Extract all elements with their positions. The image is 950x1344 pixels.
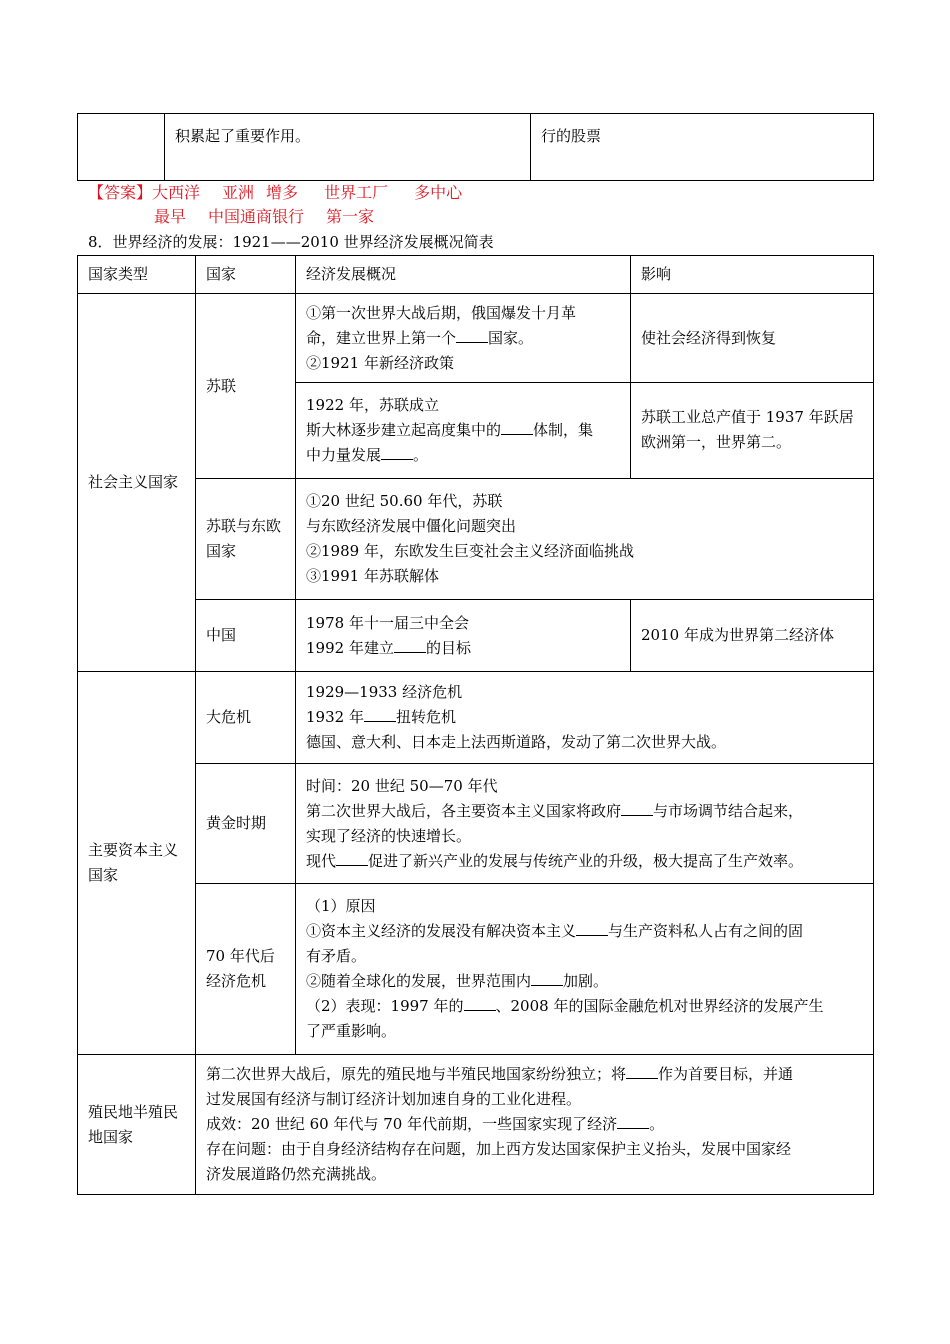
economy-overview-table bbox=[77, 255, 874, 1195]
text-line: 德国、意大利、日本走上法西斯道路，发动了第二次世界大战。 bbox=[306, 733, 727, 751]
text-line: 实现了经济的快速增长。 bbox=[306, 826, 472, 845]
top-table-cell-right: 行的股票 bbox=[531, 114, 874, 181]
text-fragment: 第二次世界大战后，各主要资本主义国家将政府 bbox=[306, 801, 622, 820]
top-table-cell-mid: 积累起了重要作用。 bbox=[165, 114, 531, 181]
text-fragment: 体制，集 bbox=[533, 421, 594, 439]
text-line bbox=[306, 443, 620, 468]
text-fragment: ①资本主义经济的发展没有解决资本主义 bbox=[306, 922, 577, 940]
type-cell-colonial: 殖民地半殖民地国家 bbox=[78, 1055, 196, 1195]
text-line bbox=[306, 799, 863, 824]
text-line bbox=[306, 636, 620, 661]
text-line: ②1989 年，东欧发生巨变社会主义经济面临挑战 bbox=[306, 542, 634, 560]
table-row bbox=[78, 672, 874, 764]
header-cell: 影响 bbox=[631, 256, 874, 294]
text-line: 1922 年，苏联成立 bbox=[306, 396, 439, 414]
fill-blank bbox=[501, 420, 533, 435]
text-fragment: 的目标 bbox=[425, 638, 471, 657]
answer-item: 第一家 bbox=[326, 207, 375, 226]
text-line: 与东欧经济发展中僵化问题突出 bbox=[306, 517, 517, 535]
text-fragment: 1932 年 bbox=[306, 708, 364, 726]
text-fragment: 国家。 bbox=[488, 328, 534, 347]
overview-cell bbox=[296, 884, 874, 1055]
text-fragment: 促进了新兴产业的发展与传统产业的升级，极大提高了生产效率。 bbox=[368, 851, 804, 870]
text-fragment: 第二次世界大战后，原先的殖民地与半殖民地国家纷纷独立；将 bbox=[206, 1065, 627, 1083]
header-cell: 国家类型 bbox=[78, 256, 196, 294]
overview-cell bbox=[296, 294, 631, 383]
text-line: 1929—1933 经济危机 bbox=[306, 683, 463, 701]
effect-cell: 2010 年成为世界第二经济体 bbox=[631, 600, 874, 672]
fill-blank bbox=[464, 996, 496, 1011]
period-cell-golden: 黄金时期 bbox=[196, 764, 296, 884]
text-fragment: 加剧。 bbox=[563, 972, 609, 990]
answer-item: 最早 bbox=[154, 207, 187, 226]
text-fragment: 与市场调节结合起来， bbox=[653, 801, 804, 820]
answer-label: 【答案】 bbox=[88, 183, 153, 202]
type-cell-socialist: 社会主义国家 bbox=[78, 294, 196, 672]
text-fragment: 扭转危机 bbox=[395, 708, 456, 726]
text-line: 过发展国有经济与制订经济计划加速自身的工业化进程。 bbox=[206, 1090, 582, 1108]
table-row bbox=[78, 884, 874, 1055]
text-fragment: ②随着全球化的发展，世界范围内 bbox=[306, 972, 532, 990]
text-line bbox=[306, 969, 863, 994]
fill-blank bbox=[617, 1114, 649, 1129]
top-table-cell-empty bbox=[78, 114, 165, 181]
text-fragment: 。 bbox=[649, 1115, 665, 1133]
text-fragment: 成效：20 世纪 60 年代与 70 年代前期，一些国家实现了经济 bbox=[206, 1115, 618, 1133]
overview-cell bbox=[196, 1055, 874, 1195]
top-table-fragment bbox=[77, 113, 874, 181]
answer-item: 亚洲 bbox=[222, 183, 255, 202]
answer-item: 多中心 bbox=[414, 183, 463, 202]
table-row bbox=[78, 764, 874, 884]
country-cell-china: 中国 bbox=[196, 600, 296, 672]
fill-blank bbox=[456, 328, 488, 343]
text-fragment: 、2008 年的国际金融危机对世界经济的发展产生 bbox=[495, 997, 824, 1015]
text-line: 存在问题：由于自身经济结构存在问题，加上西方发达国家保护主义抬头，发展中国家经 bbox=[206, 1140, 792, 1158]
overview-cell bbox=[296, 600, 631, 672]
text-line: 1978 年十一届三中全会 bbox=[306, 613, 469, 632]
table-row bbox=[78, 1055, 874, 1195]
effect-cell: 使社会经济得到恢复 bbox=[631, 294, 874, 383]
text-line: 济发展道路仍然充满挑战。 bbox=[206, 1165, 387, 1183]
period-cell-seventies: 70 年代后经济危机 bbox=[196, 884, 296, 1055]
text-line: （1）原因 bbox=[306, 897, 376, 915]
answer-row-1 bbox=[88, 181, 462, 205]
period-cell-crisis: 大危机 bbox=[196, 672, 296, 764]
country-cell-ussr-east-europe: 苏联与东欧国家 bbox=[196, 479, 296, 600]
overview-cell bbox=[296, 672, 874, 764]
fill-blank bbox=[621, 801, 653, 816]
text-line: ①20 世纪 50.60 年代，苏联 bbox=[306, 492, 503, 510]
text-line: 有矛盾。 bbox=[306, 947, 367, 965]
text-line bbox=[206, 1062, 863, 1087]
answer-item: 大西洋 bbox=[152, 183, 201, 202]
text-line bbox=[306, 705, 863, 730]
table-header-row bbox=[78, 256, 874, 294]
text-fragment: 作为首要目标，并通 bbox=[658, 1065, 794, 1083]
text-fragment: 。 bbox=[413, 446, 429, 464]
section-heading: 8．世界经济的发展：1921——2010 世界经济发展概况简表 bbox=[88, 233, 494, 251]
header-cell: 国家 bbox=[196, 256, 296, 294]
overview-cell bbox=[296, 383, 631, 479]
text-line bbox=[306, 418, 620, 443]
fill-blank bbox=[576, 921, 608, 936]
fill-blank bbox=[531, 971, 563, 986]
answer-block bbox=[88, 181, 463, 226]
text-line: 时间：20 世纪 50—70 年代 bbox=[306, 776, 498, 795]
text-fragment: 1992 年建立 bbox=[306, 638, 394, 657]
fill-blank bbox=[394, 638, 426, 653]
answer-row-2 bbox=[154, 205, 374, 229]
table-row bbox=[78, 479, 874, 600]
text-line bbox=[206, 1112, 863, 1137]
text-fragment: （2）表现：1997 年的 bbox=[306, 997, 464, 1015]
text-line: ①第一次世界大战后期，俄国爆发十月革 bbox=[306, 303, 577, 322]
text-line: ③1991 年苏联解体 bbox=[306, 567, 439, 585]
fill-blank bbox=[381, 445, 413, 460]
effect-cell: 苏联工业总产值于 1937 年跃居欧洲第一，世界第二。 bbox=[631, 383, 874, 479]
text-fragment: 中力量发展 bbox=[306, 446, 382, 464]
table-row bbox=[78, 600, 874, 672]
text-line: 了严重影响。 bbox=[306, 1022, 397, 1040]
overview-cell bbox=[296, 764, 874, 884]
overview-cell bbox=[296, 479, 874, 600]
answer-item: 中国通商银行 bbox=[208, 207, 305, 226]
country-cell-ussr: 苏联 bbox=[196, 294, 296, 479]
type-cell-capitalist: 主要资本主义国家 bbox=[78, 672, 196, 1055]
answer-item: 世界工厂 bbox=[324, 183, 389, 202]
text-fragment: 与生产资料私人占有之间的固 bbox=[608, 922, 804, 940]
text-line bbox=[306, 994, 863, 1019]
text-fragment: 斯大林逐步建立起高度集中的 bbox=[306, 421, 502, 439]
text-line bbox=[306, 849, 863, 874]
fill-blank bbox=[336, 851, 368, 866]
text-fragment: 现代 bbox=[306, 851, 337, 870]
fill-blank bbox=[364, 707, 396, 722]
table-row bbox=[78, 294, 874, 383]
text-line bbox=[306, 326, 620, 351]
fill-blank bbox=[626, 1064, 658, 1079]
text-line: ②1921 年新经济政策 bbox=[306, 353, 454, 372]
text-fragment: 命，建立世界上第一个 bbox=[306, 328, 457, 347]
answer-item: 增多 bbox=[266, 183, 299, 202]
text-line bbox=[306, 919, 863, 944]
header-cell: 经济发展概况 bbox=[296, 256, 631, 294]
